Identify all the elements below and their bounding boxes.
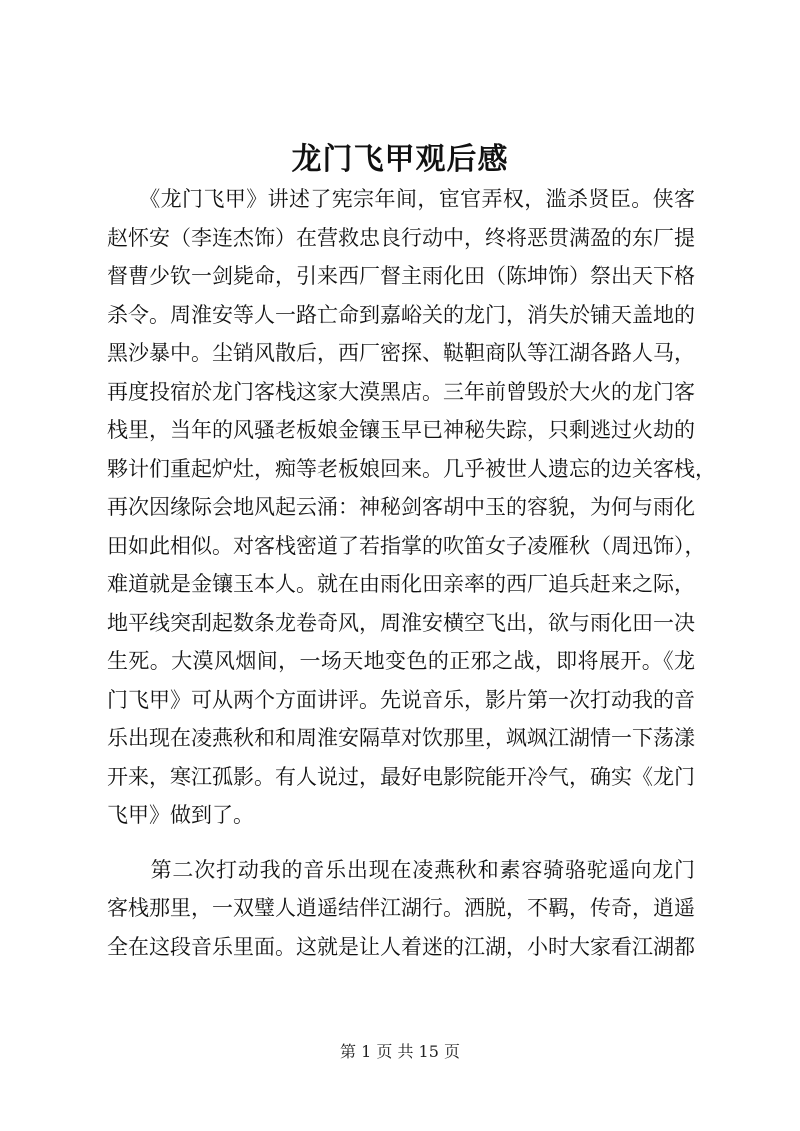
document-body — [107, 180, 716, 966]
paragraph-gap — [107, 835, 695, 851]
paragraph-2 — [107, 851, 695, 967]
paragraph-line: 乐出现在凌燕秋和和周淮安隔草对饮那里，飒飒江湖情一下荡漾 — [107, 726, 695, 750]
document-title: 龙门飞甲观后感 — [291, 142, 509, 177]
paragraph-line: 夥计们重起炉灶，痴等老板娘回来。几乎被世人遗忘的边关客栈， — [107, 456, 716, 481]
paragraph-line: 栈里，当年的风骚老板娘金镶玉早已神秘失踪，只剩逃过火劫的 — [107, 418, 695, 442]
paragraph-line: 门飞甲》可从两个方面讲评。先说音乐，影片第一次打动我的音 — [107, 687, 695, 712]
paragraph-line: 再度投宿於龙门客栈这家大漠黑店。三年前曾毁於大火的龙门客 — [107, 379, 695, 404]
paragraph-line: 开来，寒江孤影。有人说过，最好电影院能开冷气，确实《龙门 — [107, 764, 695, 789]
paragraph-line: 难道就是金镶玉本人。就在由雨化田亲率的西厂追兵赶来之际， — [107, 572, 695, 596]
paragraph-line: 飞甲》做到了。 — [107, 803, 254, 827]
paragraph-line: 地平线突刮起数条龙卷奇风，周淮安横空飞出，欲与雨化田一决 — [107, 610, 695, 635]
page-footer: 第 1 页 共 15 页 — [340, 1042, 460, 1061]
paragraph-line: 《龙门飞甲》讲述了宪宗年间，宦官弄权，滥杀贤臣。侠客 — [107, 187, 695, 211]
paragraph-line: 客栈那里，一双璧人逍遥结伴江湖行。洒脱，不羁，传奇，逍遥 — [107, 896, 695, 920]
paragraph-line: 杀令。周淮安等人一路亡命到嘉峪关的龙门，消失於铺天盖地的 — [107, 302, 695, 327]
paragraph-1 — [107, 180, 716, 835]
paragraph-line: 再次因缘际会地风起云涌：神秘剑客胡中玉的容貌，为何与雨化 — [107, 495, 695, 519]
paragraph-line: 全在这段音乐里面。这就是让人着迷的江湖，小时大家看江湖都 — [107, 934, 695, 959]
paragraph-line: 赵怀安（李连杰饰）在营救忠良行动中，终将恶贯满盈的东厂提 — [107, 225, 695, 250]
paragraph-line: 田如此相似。对客栈密道了若指掌的吹笛女子凌雁秋（周迅饰）， — [107, 533, 706, 558]
paragraph-line: 督曹少钦一剑毙命，引来西厂督主雨化田（陈坤饰）祭出天下格 — [107, 264, 695, 288]
paragraph-line: 生死。大漠风烟间，一场天地变色的正邪之战，即将展开。《龙 — [107, 649, 695, 673]
paragraph-line: 黑沙暴中。尘销风散后，西厂密探、鞑靼商队等江湖各路人马， — [107, 341, 695, 365]
paragraph-line: 第二次打动我的音乐出现在凌燕秋和素容骑骆驼遥向龙门 — [107, 857, 695, 882]
